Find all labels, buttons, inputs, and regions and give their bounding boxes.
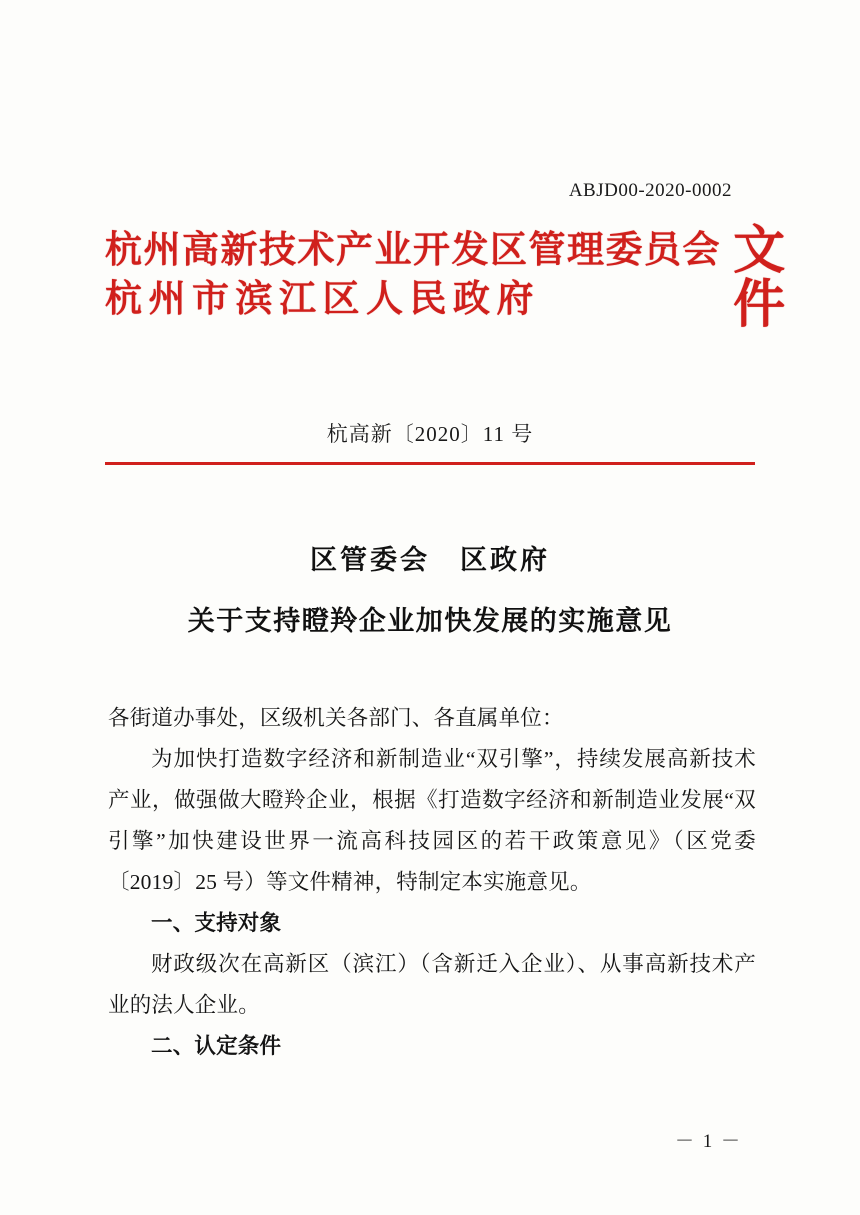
masthead-suffix: 文件	[724, 222, 782, 330]
title-issuers: 区管委会 区政府	[310, 545, 550, 575]
red-divider-rule	[105, 462, 755, 465]
title-subject: 关于支持瞪羚企业加快发展的实施意见	[187, 606, 673, 636]
section-1-text: 财政级次在高新区（滨江）（含新迁入企业）、从事高新技术产业的法人企业。	[108, 952, 756, 1017]
masthead-line-1: 杭州高新技术产业开发区管理委员会	[105, 230, 721, 272]
document-body	[108, 698, 756, 1067]
salutation: 各街道办事处，区级机关各部门、各直属单位：	[108, 706, 564, 730]
document-number: ABJD00-2020-0002	[568, 180, 732, 201]
masthead-line-2: 杭州市滨江区人民政府	[105, 279, 540, 320]
masthead	[105, 222, 782, 330]
document-serial-number: 杭高新〔2020〕11 号	[326, 422, 534, 446]
masthead-text-lines	[105, 227, 721, 325]
page-number: － 1 －	[674, 1131, 742, 1152]
paragraph-1: 为加快打造数字经济和新制造业“双引擎”，持续发展高新技术产业，做强做大瞪羚企业，根据《打造数字经济和新制造业发展“双引擎”加快建设世界一流高科技园区的若干政策意见》（区党委〔2019〕25 号）等文件精神，特制定本实施意见。	[108, 747, 756, 894]
section-2-heading: 二、认定条件	[151, 1034, 282, 1058]
title-block	[0, 538, 860, 638]
section-1-heading: 一、支持对象	[151, 911, 282, 935]
